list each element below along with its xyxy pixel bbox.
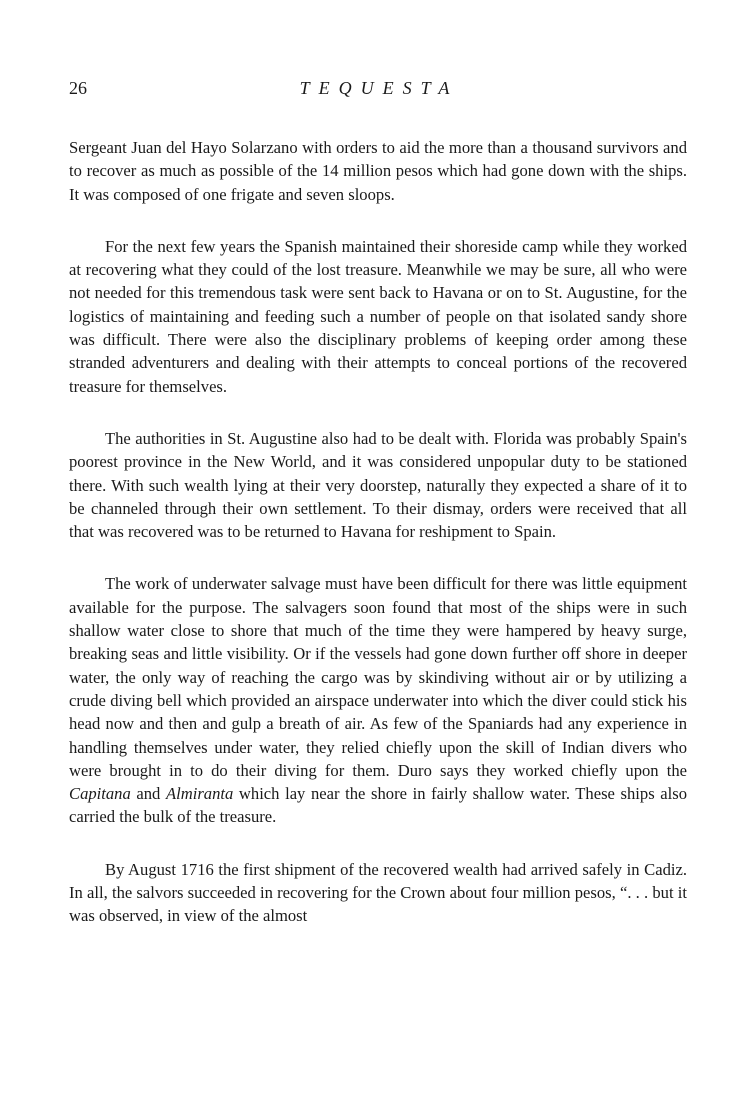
paragraph-5: By August 1716 the first shipment of the recovered wealth had arrived safely in Cadiz. In all, the salvors succeeded in recovering for the Crown about four million pesos, “. . . but it was observed, in view of the almost xyxy=(69,859,687,926)
paragraph-4-text-before: The work of underwater salvage must have been difficult for there was little equipment available for the purpose. The salvagers soon found that most of the ships were in such shallow water close to shore that much of the time they were hampered by heavy surge, breaking seas and little visibility. Or if the vessels had gone down further off shore in deeper water, the only way of reaching the cargo was by skindiving without air or by utilizing a crude diving bell which provided an airspace underwater into which the diver could stick his head now and then and gulp a breath of air. As few of the Spaniards had any experience in handling themselves under water, they relied chiefly upon the skill of Indian divers who were brought in to do their diving for them. Duro says they worked chiefly upon the xyxy=(69,574,687,780)
paragraph-1: Sergeant Juan del Hayo Solarzano with orders to aid the more than a thousand survivors and to recover as much as possible of the 14 million pesos which had gone down with the ships. It was composed of one frigate and seven sloops. xyxy=(69,138,687,204)
body-text xyxy=(69,136,687,928)
ship-name-almiranta: Almiranta xyxy=(165,784,234,804)
page-number: 26 xyxy=(69,78,87,98)
paragraph-3: The authorities in St. Augustine also had to be dealt with. Florida was probably Spain's poorest province in the New World, and it was considered unpopular duty to be stationed there. With such wealth lying at their very doorstep, naturally they expected a share of it to be channeled through their own settlement. To their dismay, orders were received that all that was recovered was to be returned to Havana for reshipment to Spain. xyxy=(69,428,687,542)
paragraph-4-text-after: which lay near the shore in fairly shallow water. These ships also carried the bulk of the treasure. xyxy=(69,784,687,827)
page-header xyxy=(69,78,689,102)
paragraph-4 xyxy=(69,572,687,828)
ship-name-capitana: Capitana xyxy=(69,784,131,804)
paragraph-2: For the next few years the Spanish maintained their shoreside camp while they worked at recovering what they could of the lost treasure. Meanwhile we may be sure, all who were not needed for this tremendous task were sent back to Havana or on to St. Augustine, for the logistics of maintaining and feeding such a number of people on that isolated sandy shore was difficult. There were also the disciplinary problems of keeping order among these stranded adventurers and dealing with their attempts to conceal portions of the recovered treasure for themselves. xyxy=(69,236,687,396)
paragraph-4-text-mid: and xyxy=(130,784,166,804)
running-head: TEQUESTA xyxy=(299,78,459,98)
